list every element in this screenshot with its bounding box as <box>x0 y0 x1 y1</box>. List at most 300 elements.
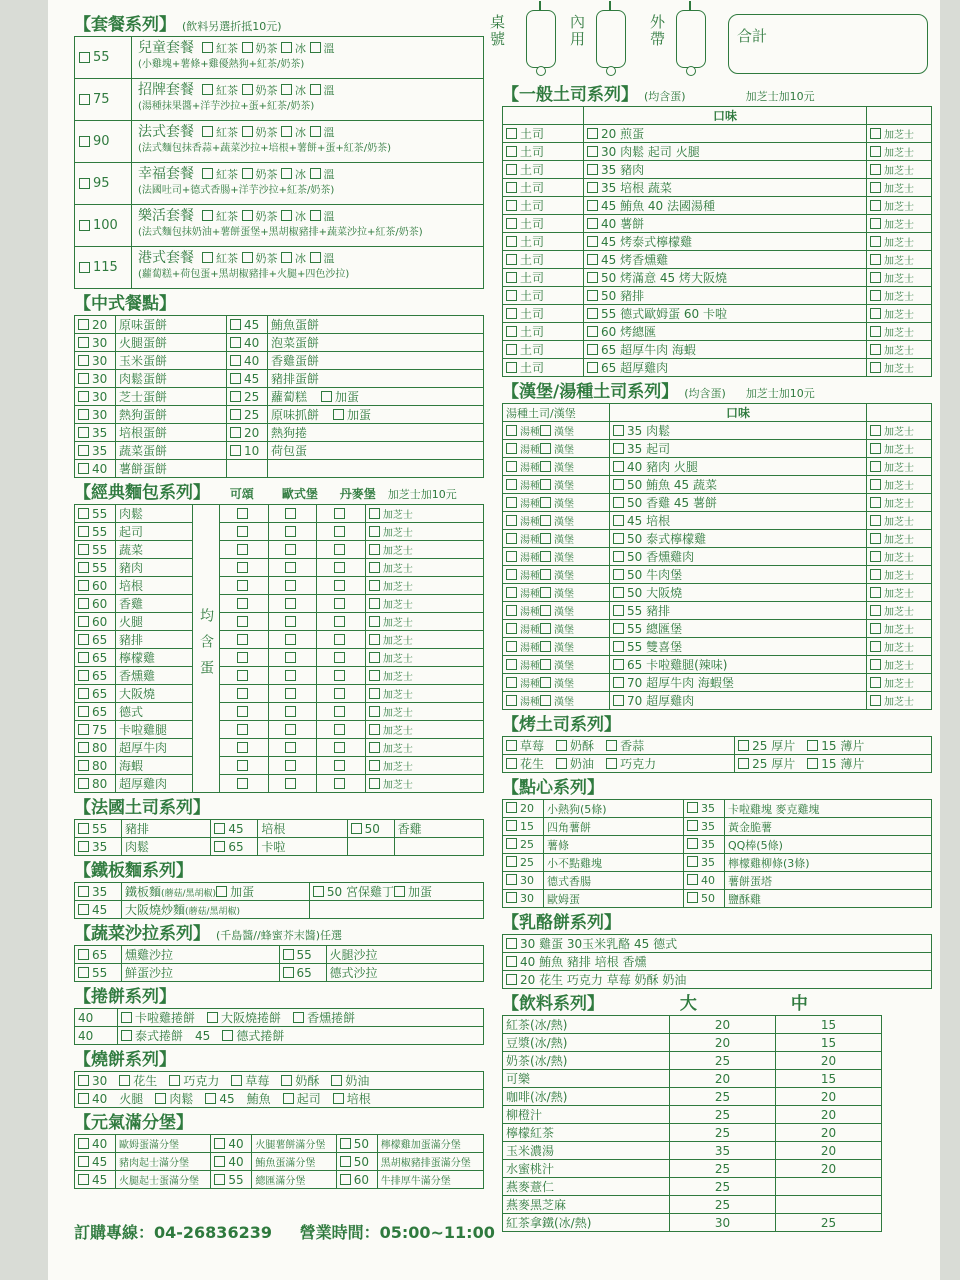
checkbox[interactable] <box>310 252 321 263</box>
checkbox[interactable] <box>119 1075 130 1086</box>
checkbox[interactable] <box>870 218 881 229</box>
checkbox[interactable] <box>78 463 89 474</box>
checkbox[interactable] <box>334 760 345 771</box>
checkbox[interactable] <box>281 84 292 95</box>
checkbox[interactable] <box>506 182 517 193</box>
checkbox[interactable] <box>237 778 248 789</box>
checkbox[interactable] <box>78 409 89 420</box>
checkbox[interactable] <box>870 659 881 670</box>
checkbox[interactable] <box>78 355 89 366</box>
checkbox[interactable] <box>587 164 598 175</box>
checkbox[interactable] <box>613 425 624 436</box>
checkbox[interactable] <box>870 587 881 598</box>
checkbox[interactable] <box>285 508 296 519</box>
checkbox[interactable] <box>334 526 345 537</box>
checkbox[interactable] <box>506 677 517 688</box>
checkbox[interactable] <box>613 677 624 688</box>
checkbox[interactable] <box>613 605 624 616</box>
checkbox[interactable] <box>78 337 89 348</box>
checkbox[interactable] <box>202 252 213 263</box>
checkbox[interactable] <box>334 508 345 519</box>
checkbox[interactable] <box>870 677 881 688</box>
checkbox[interactable] <box>870 236 881 247</box>
checkbox[interactable] <box>870 425 881 436</box>
checkbox[interactable] <box>78 1174 89 1185</box>
checkbox[interactable] <box>506 461 517 472</box>
checkbox[interactable] <box>281 168 292 179</box>
checkbox[interactable] <box>78 544 89 555</box>
checkbox[interactable] <box>78 634 89 645</box>
checkbox[interactable] <box>870 128 881 139</box>
checkbox[interactable] <box>369 562 380 573</box>
checkbox[interactable] <box>540 515 551 526</box>
checkbox[interactable] <box>334 580 345 591</box>
checkbox[interactable] <box>587 146 598 157</box>
checkbox[interactable] <box>214 1138 225 1149</box>
checkbox[interactable] <box>78 616 89 627</box>
checkbox[interactable] <box>506 497 517 508</box>
checkbox[interactable] <box>281 1075 292 1086</box>
checkbox[interactable] <box>540 605 551 616</box>
checkbox[interactable] <box>506 758 517 769</box>
checkbox[interactable] <box>506 362 517 373</box>
checkbox[interactable] <box>506 587 517 598</box>
checkbox[interactable] <box>285 670 296 681</box>
checkbox[interactable] <box>506 164 517 175</box>
checkbox[interactable] <box>587 218 598 229</box>
checkbox[interactable] <box>237 508 248 519</box>
checkbox[interactable] <box>587 290 598 301</box>
checkbox[interactable] <box>738 740 749 751</box>
checkbox[interactable] <box>506 128 517 139</box>
checkbox[interactable] <box>540 497 551 508</box>
checkbox[interactable] <box>506 425 517 436</box>
checkbox[interactable] <box>214 1156 225 1167</box>
checkbox[interactable] <box>281 126 292 137</box>
checkbox[interactable] <box>506 569 517 580</box>
checkbox[interactable] <box>285 634 296 645</box>
checkbox[interactable] <box>556 740 567 751</box>
checkbox[interactable] <box>78 886 89 897</box>
checkbox[interactable] <box>79 220 90 231</box>
checkbox[interactable] <box>78 1156 89 1167</box>
checkbox[interactable] <box>237 634 248 645</box>
checkbox[interactable] <box>587 254 598 265</box>
checkbox[interactable] <box>540 695 551 706</box>
checkbox[interactable] <box>334 778 345 789</box>
checkbox[interactable] <box>334 544 345 555</box>
checkbox[interactable] <box>613 479 624 490</box>
checkbox[interactable] <box>283 1093 294 1104</box>
checkbox[interactable] <box>230 391 241 402</box>
checkbox[interactable] <box>369 526 380 537</box>
checkbox[interactable] <box>870 146 881 157</box>
checkbox[interactable] <box>369 652 380 663</box>
checkbox[interactable] <box>237 580 248 591</box>
checkbox[interactable] <box>237 760 248 771</box>
checkbox[interactable] <box>334 706 345 717</box>
checkbox[interactable] <box>281 252 292 263</box>
checkbox[interactable] <box>540 677 551 688</box>
checkbox[interactable] <box>78 598 89 609</box>
checkbox[interactable] <box>285 778 296 789</box>
checkbox[interactable] <box>78 706 89 717</box>
checkbox[interactable] <box>340 1156 351 1167</box>
checkbox[interactable] <box>242 168 253 179</box>
takeout-tag[interactable] <box>676 10 706 68</box>
checkbox[interactable] <box>369 670 380 681</box>
checkbox[interactable] <box>78 445 89 456</box>
checkbox[interactable] <box>285 526 296 537</box>
checkbox[interactable] <box>222 1030 233 1041</box>
checkbox[interactable] <box>285 562 296 573</box>
total-box[interactable]: 合計 <box>728 14 928 74</box>
checkbox[interactable] <box>340 1174 351 1185</box>
checkbox[interactable] <box>155 1093 166 1104</box>
checkbox[interactable] <box>870 461 881 472</box>
checkbox[interactable] <box>230 409 241 420</box>
checkbox[interactable] <box>613 461 624 472</box>
checkbox[interactable] <box>613 443 624 454</box>
checkbox[interactable] <box>369 760 380 771</box>
checkbox[interactable] <box>237 724 248 735</box>
checkbox[interactable] <box>78 967 89 978</box>
checkbox[interactable] <box>870 533 881 544</box>
checkbox[interactable] <box>78 688 89 699</box>
checkbox[interactable] <box>540 641 551 652</box>
checkbox[interactable] <box>121 1030 132 1041</box>
checkbox[interactable] <box>506 874 517 885</box>
checkbox[interactable] <box>506 623 517 634</box>
checkbox[interactable] <box>687 838 698 849</box>
checkbox[interactable] <box>78 373 89 384</box>
checkbox[interactable] <box>506 938 517 949</box>
dine-in-tag[interactable] <box>596 10 626 68</box>
checkbox[interactable] <box>870 497 881 508</box>
checkbox[interactable] <box>78 760 89 771</box>
checkbox[interactable] <box>351 823 362 834</box>
checkbox[interactable] <box>78 904 89 915</box>
checkbox[interactable] <box>293 1012 304 1023</box>
checkbox[interactable] <box>242 42 253 53</box>
checkbox[interactable] <box>334 724 345 735</box>
checkbox[interactable] <box>506 641 517 652</box>
checkbox[interactable] <box>613 587 624 598</box>
checkbox[interactable] <box>285 544 296 555</box>
checkbox[interactable] <box>79 94 90 105</box>
checkbox[interactable] <box>237 652 248 663</box>
checkbox[interactable] <box>506 659 517 670</box>
checkbox[interactable] <box>687 802 698 813</box>
checkbox[interactable] <box>78 778 89 789</box>
checkbox[interactable] <box>540 623 551 634</box>
checkbox[interactable] <box>242 252 253 263</box>
checkbox[interactable] <box>506 695 517 706</box>
checkbox[interactable] <box>369 778 380 789</box>
checkbox[interactable] <box>506 515 517 526</box>
checkbox[interactable] <box>870 344 881 355</box>
checkbox[interactable] <box>394 886 405 897</box>
checkbox[interactable] <box>587 326 598 337</box>
checkbox[interactable] <box>506 802 517 813</box>
checkbox[interactable] <box>870 182 881 193</box>
checkbox[interactable] <box>78 949 89 960</box>
checkbox[interactable] <box>506 479 517 490</box>
checkbox[interactable] <box>231 1075 242 1086</box>
checkbox[interactable] <box>281 42 292 53</box>
checkbox[interactable] <box>313 886 324 897</box>
checkbox[interactable] <box>334 616 345 627</box>
checkbox[interactable] <box>540 443 551 454</box>
checkbox[interactable] <box>78 670 89 681</box>
checkbox[interactable] <box>283 967 294 978</box>
table-number-tag[interactable] <box>526 10 556 68</box>
checkbox[interactable] <box>807 740 818 751</box>
checkbox[interactable] <box>78 508 89 519</box>
checkbox[interactable] <box>870 569 881 580</box>
checkbox[interactable] <box>230 445 241 456</box>
checkbox[interactable] <box>506 236 517 247</box>
checkbox[interactable] <box>506 551 517 562</box>
checkbox[interactable] <box>285 580 296 591</box>
checkbox[interactable] <box>870 605 881 616</box>
checkbox[interactable] <box>506 272 517 283</box>
checkbox[interactable] <box>334 652 345 663</box>
checkbox[interactable] <box>310 42 321 53</box>
checkbox[interactable] <box>506 218 517 229</box>
checkbox[interactable] <box>506 956 517 967</box>
checkbox[interactable] <box>285 598 296 609</box>
checkbox[interactable] <box>587 182 598 193</box>
checkbox[interactable] <box>237 562 248 573</box>
checkbox[interactable] <box>78 1075 89 1086</box>
checkbox[interactable] <box>687 874 698 885</box>
checkbox[interactable] <box>369 616 380 627</box>
checkbox[interactable] <box>506 974 517 985</box>
checkbox[interactable] <box>237 706 248 717</box>
checkbox[interactable] <box>334 562 345 573</box>
checkbox[interactable] <box>237 742 248 753</box>
checkbox[interactable] <box>78 427 89 438</box>
checkbox[interactable] <box>78 742 89 753</box>
checkbox[interactable] <box>331 1075 342 1086</box>
checkbox[interactable] <box>237 598 248 609</box>
checkbox[interactable] <box>587 128 598 139</box>
checkbox[interactable] <box>870 200 881 211</box>
checkbox[interactable] <box>506 308 517 319</box>
checkbox[interactable] <box>506 443 517 454</box>
checkbox[interactable] <box>506 740 517 751</box>
checkbox[interactable] <box>285 706 296 717</box>
checkbox[interactable] <box>79 136 90 147</box>
checkbox[interactable] <box>285 688 296 699</box>
checkbox[interactable] <box>687 892 698 903</box>
checkbox[interactable] <box>78 652 89 663</box>
checkbox[interactable] <box>587 344 598 355</box>
checkbox[interactable] <box>281 210 292 221</box>
checkbox[interactable] <box>369 580 380 591</box>
checkbox[interactable] <box>540 551 551 562</box>
checkbox[interactable] <box>369 688 380 699</box>
checkbox[interactable] <box>613 551 624 562</box>
checkbox[interactable] <box>606 740 617 751</box>
checkbox[interactable] <box>78 580 89 591</box>
checkbox[interactable] <box>230 337 241 348</box>
checkbox[interactable] <box>242 210 253 221</box>
checkbox[interactable] <box>334 634 345 645</box>
checkbox[interactable] <box>506 254 517 265</box>
checkbox[interactable] <box>237 670 248 681</box>
checkbox[interactable] <box>334 598 345 609</box>
checkbox[interactable] <box>587 272 598 283</box>
checkbox[interactable] <box>870 623 881 634</box>
checkbox[interactable] <box>506 146 517 157</box>
checkbox[interactable] <box>870 695 881 706</box>
checkbox[interactable] <box>230 373 241 384</box>
checkbox[interactable] <box>214 1174 225 1185</box>
checkbox[interactable] <box>687 856 698 867</box>
checkbox[interactable] <box>78 526 89 537</box>
checkbox[interactable] <box>369 598 380 609</box>
checkbox[interactable] <box>202 42 213 53</box>
checkbox[interactable] <box>310 126 321 137</box>
checkbox[interactable] <box>202 126 213 137</box>
checkbox[interactable] <box>202 84 213 95</box>
checkbox[interactable] <box>506 838 517 849</box>
checkbox[interactable] <box>613 497 624 508</box>
checkbox[interactable] <box>242 126 253 137</box>
checkbox[interactable] <box>613 695 624 706</box>
checkbox[interactable] <box>506 290 517 301</box>
checkbox[interactable] <box>230 319 241 330</box>
checkbox[interactable] <box>613 659 624 670</box>
checkbox[interactable] <box>334 670 345 681</box>
checkbox[interactable] <box>79 52 90 63</box>
checkbox[interactable] <box>285 652 296 663</box>
checkbox[interactable] <box>237 688 248 699</box>
checkbox[interactable] <box>285 616 296 627</box>
checkbox[interactable] <box>540 479 551 490</box>
checkbox[interactable] <box>369 724 380 735</box>
checkbox[interactable] <box>587 308 598 319</box>
checkbox[interactable] <box>242 84 253 95</box>
checkbox[interactable] <box>587 200 598 211</box>
checkbox[interactable] <box>369 508 380 519</box>
checkbox[interactable] <box>369 706 380 717</box>
checkbox[interactable] <box>369 544 380 555</box>
checkbox[interactable] <box>310 84 321 95</box>
checkbox[interactable] <box>870 272 881 283</box>
checkbox[interactable] <box>870 308 881 319</box>
checkbox[interactable] <box>506 605 517 616</box>
checkbox[interactable] <box>285 742 296 753</box>
checkbox[interactable] <box>506 200 517 211</box>
checkbox[interactable] <box>202 168 213 179</box>
checkbox[interactable] <box>613 641 624 652</box>
checkbox[interactable] <box>540 425 551 436</box>
checkbox[interactable] <box>230 355 241 366</box>
checkbox[interactable] <box>78 1093 89 1104</box>
checkbox[interactable] <box>506 326 517 337</box>
checkbox[interactable] <box>321 391 332 402</box>
checkbox[interactable] <box>214 823 225 834</box>
checkbox[interactable] <box>870 479 881 490</box>
checkbox[interactable] <box>807 758 818 769</box>
checkbox[interactable] <box>870 254 881 265</box>
checkbox[interactable] <box>202 210 213 221</box>
checkbox[interactable] <box>216 886 227 897</box>
checkbox[interactable] <box>506 533 517 544</box>
checkbox[interactable] <box>237 616 248 627</box>
checkbox[interactable] <box>334 688 345 699</box>
checkbox[interactable] <box>78 319 89 330</box>
checkbox[interactable] <box>870 641 881 652</box>
checkbox[interactable] <box>870 551 881 562</box>
checkbox[interactable] <box>169 1075 180 1086</box>
checkbox[interactable] <box>613 569 624 580</box>
checkbox[interactable] <box>870 326 881 337</box>
checkbox[interactable] <box>870 164 881 175</box>
checkbox[interactable] <box>540 533 551 544</box>
checkbox[interactable] <box>606 758 617 769</box>
checkbox[interactable] <box>79 262 90 273</box>
checkbox[interactable] <box>540 587 551 598</box>
checkbox[interactable] <box>556 758 567 769</box>
checkbox[interactable] <box>310 210 321 221</box>
checkbox[interactable] <box>613 623 624 634</box>
checkbox[interactable] <box>333 1093 344 1104</box>
checkbox[interactable] <box>587 362 598 373</box>
checkbox[interactable] <box>207 1012 218 1023</box>
checkbox[interactable] <box>738 758 749 769</box>
checkbox[interactable] <box>870 443 881 454</box>
checkbox[interactable] <box>237 526 248 537</box>
checkbox[interactable] <box>78 391 89 402</box>
checkbox[interactable] <box>613 515 624 526</box>
checkbox[interactable] <box>540 461 551 472</box>
checkbox[interactable] <box>334 742 345 753</box>
checkbox[interactable] <box>613 533 624 544</box>
checkbox[interactable] <box>237 544 248 555</box>
checkbox[interactable] <box>78 724 89 735</box>
checkbox[interactable] <box>78 841 89 852</box>
checkbox[interactable] <box>687 820 698 831</box>
checkbox[interactable] <box>540 659 551 670</box>
checkbox[interactable] <box>540 569 551 580</box>
checkbox[interactable] <box>340 1138 351 1149</box>
checkbox[interactable] <box>369 742 380 753</box>
checkbox[interactable] <box>587 236 598 247</box>
checkbox[interactable] <box>79 178 90 189</box>
checkbox[interactable] <box>121 1012 132 1023</box>
checkbox[interactable] <box>506 856 517 867</box>
checkbox[interactable] <box>205 1093 216 1104</box>
checkbox[interactable] <box>506 892 517 903</box>
checkbox[interactable] <box>214 841 225 852</box>
checkbox[interactable] <box>870 290 881 301</box>
checkbox[interactable] <box>285 760 296 771</box>
checkbox[interactable] <box>78 1138 89 1149</box>
checkbox[interactable] <box>230 427 241 438</box>
checkbox[interactable] <box>506 820 517 831</box>
checkbox[interactable] <box>285 724 296 735</box>
checkbox[interactable] <box>369 634 380 645</box>
checkbox[interactable] <box>506 344 517 355</box>
checkbox[interactable] <box>78 562 89 573</box>
checkbox[interactable] <box>870 362 881 373</box>
checkbox[interactable] <box>78 823 89 834</box>
checkbox[interactable] <box>333 409 344 420</box>
